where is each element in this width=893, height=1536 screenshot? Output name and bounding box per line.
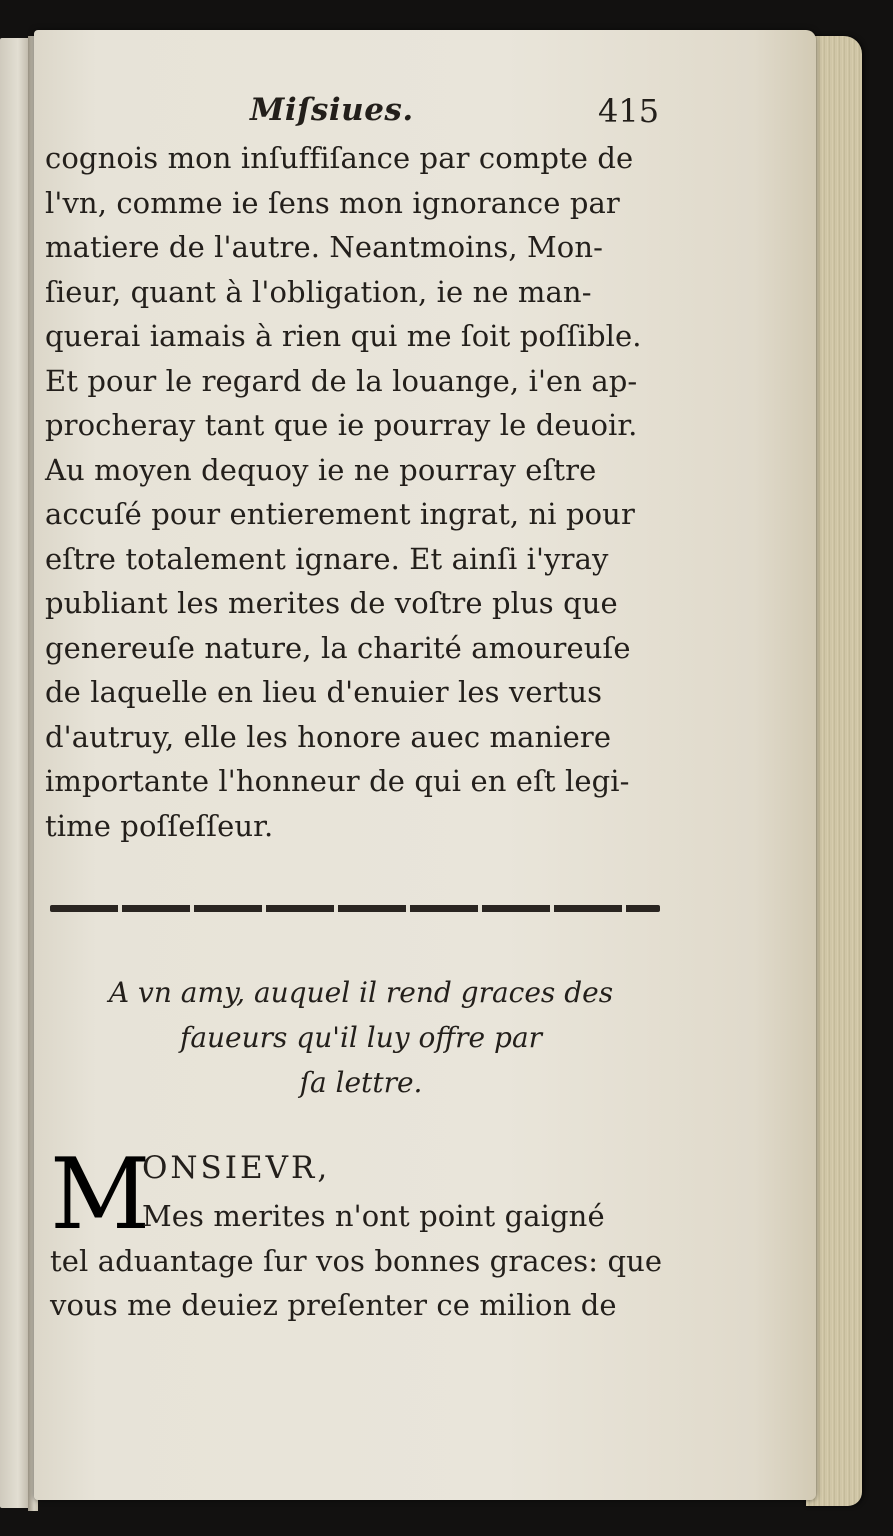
text-line: cognois mon inſuffiſance par compte de — [45, 141, 634, 175]
text-line: de laquelle en lieu d'enuier les vertus — [45, 675, 603, 709]
text-line: Mes merites n'ont point gaigné — [142, 1199, 605, 1233]
letter-heading-line: faueurs qu'il luy offre par — [179, 1021, 543, 1054]
body-text — [45, 136, 670, 848]
text-line: procheray tant que ie pourray le deuoir. — [45, 408, 638, 442]
text-line: l'vn, comme ie ſens mon ignorance par — [45, 185, 620, 220]
ornamental-rule — [50, 905, 660, 912]
text-line: Et pour le regard de la louange, i'en ap- — [45, 363, 638, 398]
letter-heading-line: A vn amy, auquel il rend graces des — [108, 976, 614, 1009]
text-line: importante l'honneur de qui en eſt legi- — [45, 764, 630, 798]
text-line: genereuſe nature, la charité amoureuſe — [45, 630, 631, 665]
page-number: 415 — [598, 92, 660, 130]
text-line: querai iamais à rien qui me ſoit poſſible. — [45, 319, 642, 353]
letter-text — [50, 1194, 670, 1328]
text-line: matiere de l'autre. Neantmoins, Mon- — [45, 230, 604, 264]
text-line: tel aduantage ſur vos bonnes graces: que — [50, 1243, 663, 1278]
letter-heading-line: ſa lettre. — [299, 1066, 423, 1099]
text-line: d'autruy, elle les honore auec maniere — [45, 719, 612, 754]
letter-heading — [96, 970, 626, 1105]
text-line: vous me deuiez preſenter ce milion de — [50, 1288, 617, 1322]
text-line: eſtre totalement ignare. Et ainſi i'yray — [45, 541, 609, 576]
text-line: publiant les merites de voſtre plus que — [45, 586, 618, 620]
facing-page-sliver — [0, 38, 30, 1508]
text-line: Au moyen dequoy ie ne pourray eſtre — [45, 452, 597, 487]
salutation: ONSIEVR, — [142, 1150, 331, 1186]
text-line: time poſſeſſeur. — [45, 808, 274, 843]
text-line: ſieur, quant à l'obligation, ie ne man- — [45, 274, 592, 309]
text-line: accuſé pour entierement ingrat, ni pour — [45, 497, 635, 531]
drop-cap: M — [50, 1138, 151, 1252]
running-head: Miſsiues. — [250, 92, 414, 128]
